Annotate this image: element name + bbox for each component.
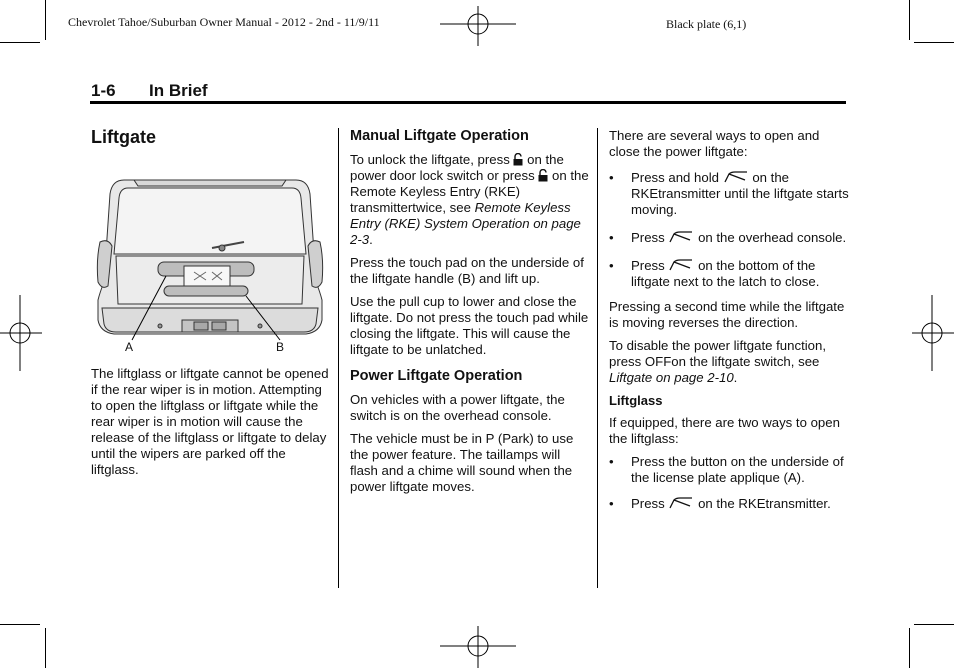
registration-mark-bottom xyxy=(440,626,516,668)
liftglass-list xyxy=(609,454,849,512)
crop-mark xyxy=(0,624,40,625)
rke-reference: Remote Keyless Entry (RKE) System Operation on page 2-3 xyxy=(350,200,581,247)
registration-mark-right xyxy=(912,295,954,371)
page-number: 1-6 xyxy=(91,81,116,100)
header-rule xyxy=(90,101,846,104)
list-item: • Press and hold on the RKEtransmitter until the liftgate starts moving. xyxy=(609,170,849,218)
unlock-icon xyxy=(513,153,523,166)
column-divider xyxy=(338,128,339,588)
park-paragraph: The vehicle must be in P (Park) to use the power feature. The taillamps will flash and a chime will sound when the power liftgate moves. xyxy=(350,431,574,494)
liftgate-icon xyxy=(668,230,694,244)
liftgate-icon xyxy=(723,170,749,184)
liftgate-icon xyxy=(668,496,694,510)
reverse-paragraph: Pressing a second time while the liftgate is moving reverses the direction. xyxy=(609,299,845,330)
heading-liftglass: Liftglass xyxy=(609,393,663,408)
crop-mark xyxy=(909,0,910,40)
pull-cup-paragraph: Use the pull cup to lower and close the liftgate. Do not press the touch pad while closing the liftgate. This will cause the liftgate to be unlatched. xyxy=(350,294,589,357)
liftglass-paragraph: If equipped, there are two ways to open the liftglass: xyxy=(609,415,840,446)
crop-mark xyxy=(909,628,910,668)
power-switch-paragraph: On vehicles with a power liftgate, the switch is on the overhead console. xyxy=(350,392,565,423)
page-title: Liftgate xyxy=(91,127,156,147)
wiper-warning-paragraph: The liftglass or liftgate cannot be opened if the rear wiper is in motion. Attempting to open the liftglass or liftgate while the rear wiper is in motion will cause the release of the liftglass or liftgate to delay until the wipers are parked off the liftglass. xyxy=(91,366,329,477)
section-title: In Brief xyxy=(149,81,208,100)
touch-pad-paragraph: Press the touch pad on the underside of the liftgate handle (B) and lift up. xyxy=(350,255,584,286)
unlock-icon xyxy=(538,169,548,182)
liftgate-illustration xyxy=(94,172,326,358)
crop-mark xyxy=(914,624,954,625)
power-liftgate-list xyxy=(609,170,849,290)
list-item: • Press on the bottom of the liftgate next to the latch to close. xyxy=(609,258,849,290)
figure-label-b: B xyxy=(276,340,285,354)
registration-mark-left xyxy=(0,295,42,371)
heading-power-liftgate: Power Liftgate Operation xyxy=(350,368,523,384)
crop-mark xyxy=(914,42,954,43)
crop-mark xyxy=(45,628,46,668)
liftgate-icon xyxy=(668,258,694,272)
print-meta-right: Black plate (6,1) xyxy=(666,17,747,31)
list-item: • Press the button on the underside of the license plate applique (A). xyxy=(609,454,849,486)
column-divider xyxy=(597,128,598,588)
intro-paragraph: There are several ways to open and close the power liftgate: xyxy=(609,128,820,159)
crop-mark xyxy=(45,0,46,40)
disable-paragraph: To disable the power liftgate function, press OFFon the liftgate switch, see Liftgate on page 2-10. xyxy=(609,338,826,385)
registration-mark-top xyxy=(440,6,516,46)
crop-mark xyxy=(0,42,40,43)
heading-manual-liftgate: Manual Liftgate Operation xyxy=(350,128,529,144)
figure-label-a: A xyxy=(125,340,134,354)
unlock-paragraph: To unlock the liftgate, press on the power door lock switch or press on the Remote Keyless Entry (RKE) transmittertwice, see Remote Keyless Entry (RKE) System Operation on page 2-3. xyxy=(350,152,589,247)
print-meta-left: Chevrolet Tahoe/Suburban Owner Manual - 2012 - 2nd - 11/9/11 xyxy=(68,15,380,29)
list-item: • Press on the RKEtransmitter. xyxy=(609,496,849,512)
liftgate-reference: Liftgate on page 2-10 xyxy=(609,370,734,385)
list-item: • Press on the overhead console. xyxy=(609,230,849,246)
